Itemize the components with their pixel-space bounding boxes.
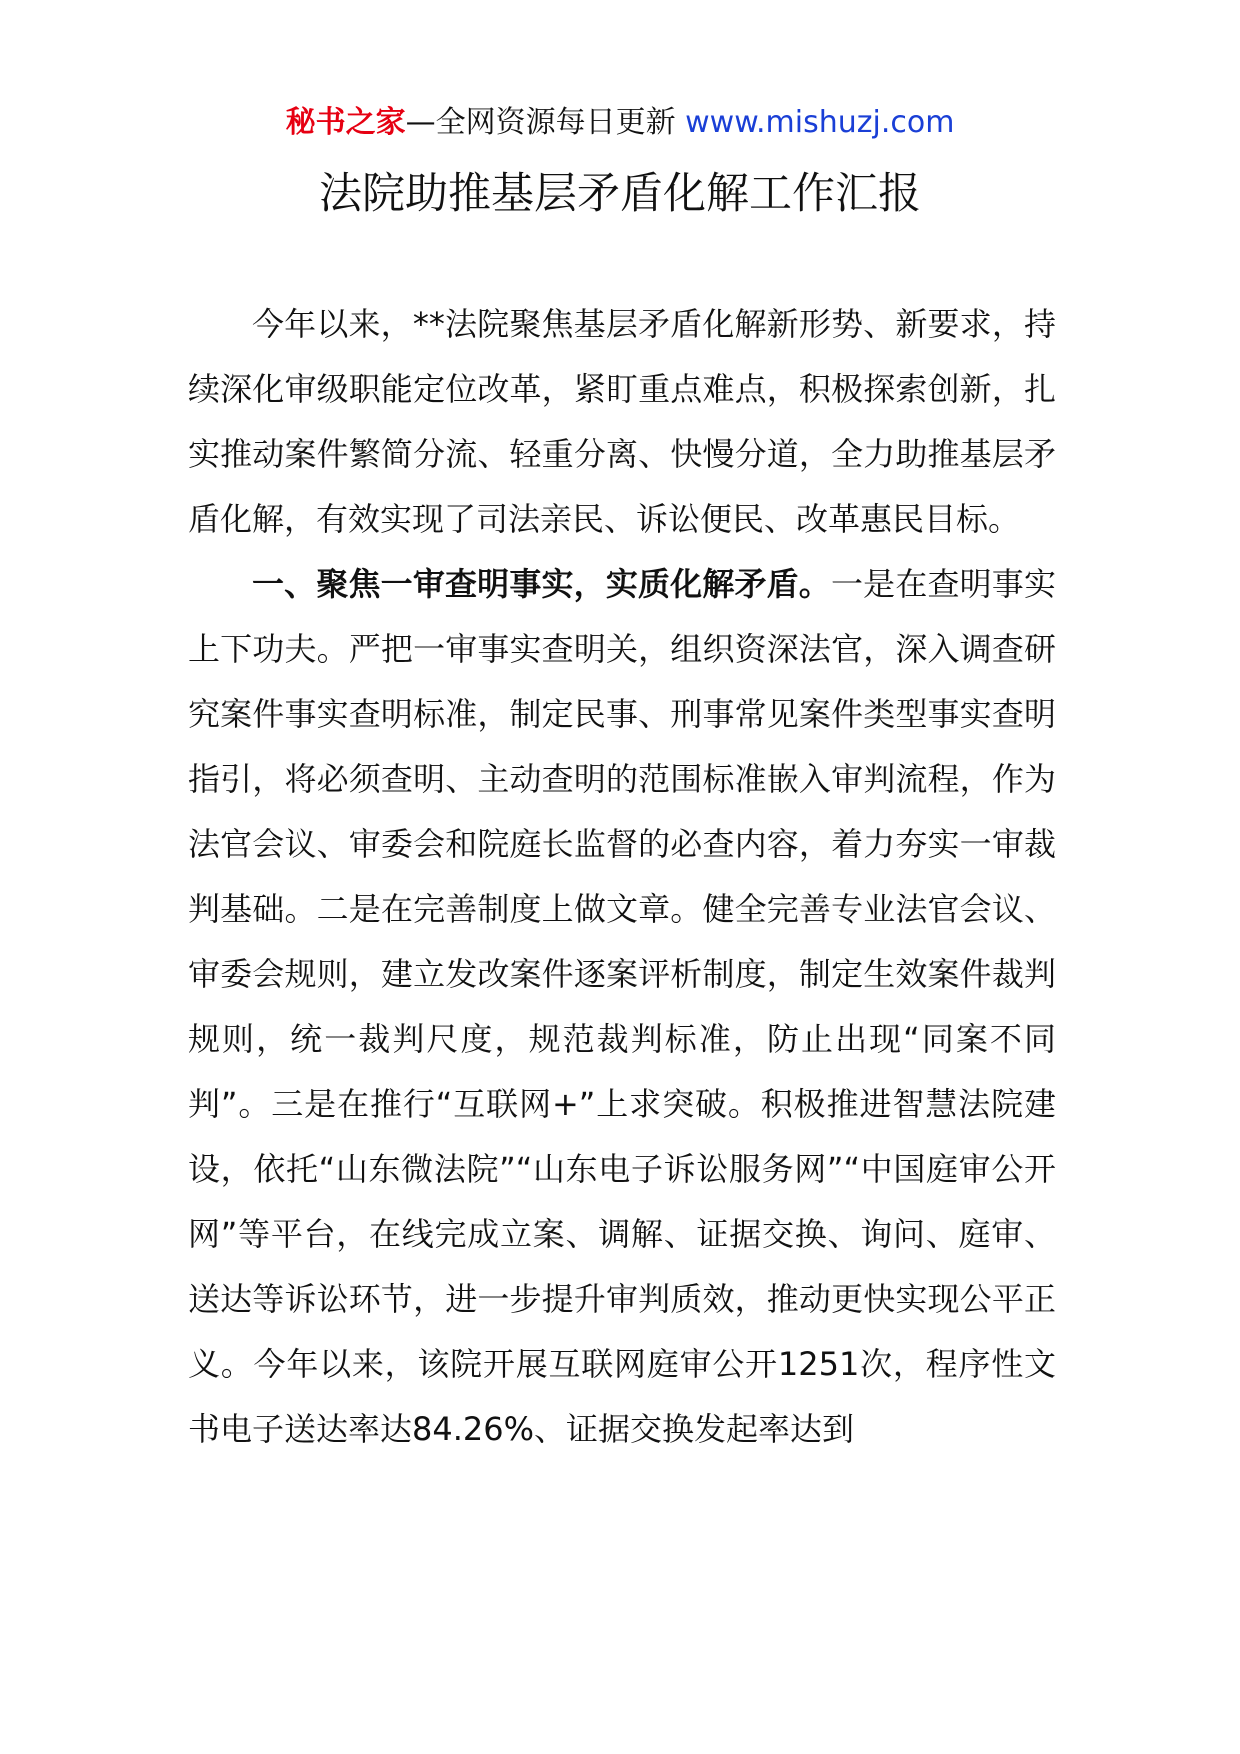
section-heading-1: 一、聚焦一审查明事实，实质化解矛盾。 (252, 565, 831, 603)
section-text-1: 一是在查明事实上下功夫。严把一审事实查明关，组织资深法官，深入调查研究案件事实查明标准，制定民事、刑事常见案件类型事实查明指引，将必须查明、主动查明的范围标准嵌入审判流程，作为法官会议、审委会和院庭长监督的必查内容，着力夯实一审裁判基础。二是在完善制度上做文章。健全完善专业法官会议、审委会规则，建立发改案件逐案评析制度，制定生效案件裁判规则，统一裁判尺度，规范裁判标准，防止出现“同案不同判”。三是在推行“互联网+”上求突破。积极推进智慧法院建设，依托“山东微法院”“山东电子诉讼服务网”“中国庭审公开网”等平台，在线完成立案、调解、证据交换、询问、庭审、送达等诉讼环节，进一步提升审判质效，推动更快实现公平正义。今年以来，该院开展互联网庭审公开1251次，程序性文书电子送达率达84.26%、证据交换发起率达到 (188, 565, 1056, 1448)
site-url-link[interactable]: www.mishuzj.com (685, 105, 955, 140)
site-slogan: —全网资源每日更新 (405, 105, 676, 140)
document-title: 法院助推基层矛盾化解工作汇报 (319, 169, 921, 219)
site-header (0, 100, 1240, 146)
intro-text: 今年以来，**法院聚焦基层矛盾化解新形势、新要求，持续深化审级职能定位改革，紧盯重点难点，积极探索创新，扎实推动案件繁简分流、轻重分离、快慢分道，全力助推基层矛盾化解，有效实现了司法亲民、诉讼便民、改革惠民目标。 (188, 305, 1056, 538)
site-brand: 秘书之家 (285, 105, 406, 140)
section-paragraph-1 (188, 552, 1056, 1462)
intro-paragraph (188, 292, 1056, 552)
document-body (188, 292, 1056, 1462)
